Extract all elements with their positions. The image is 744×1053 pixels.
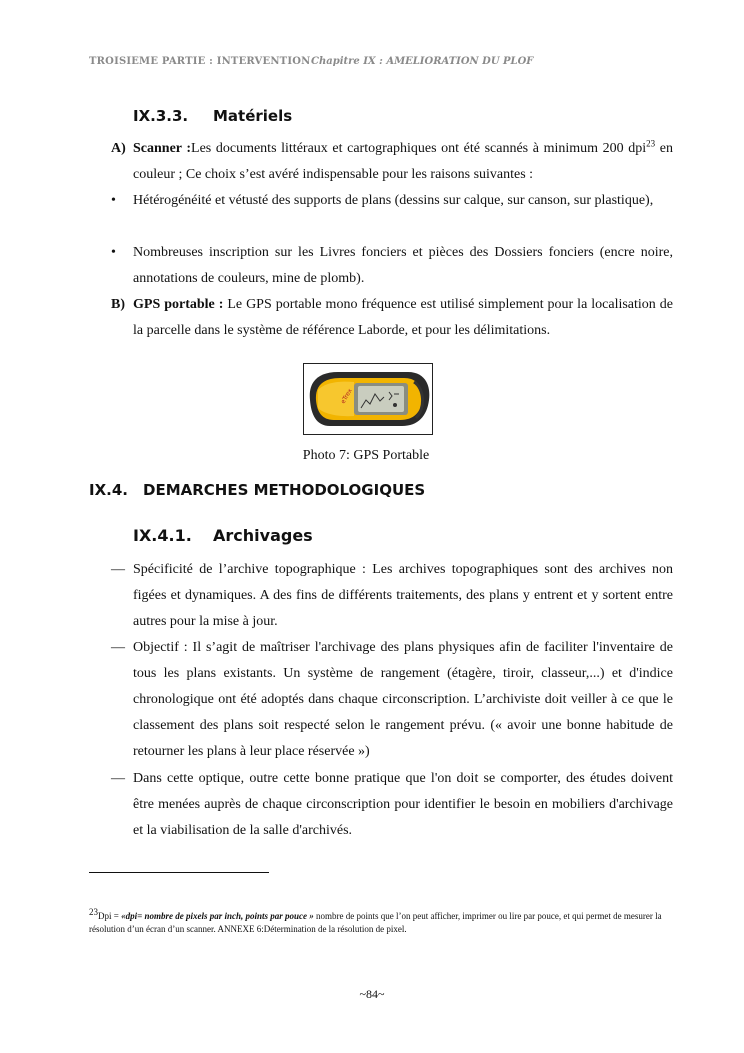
dash-marker: — xyxy=(111,771,125,786)
scanner-text-cont: en couleur ; Ce choix s’est avéré indispensable pour les raisons suivantes : xyxy=(133,141,673,182)
list-marker-a: A) xyxy=(111,141,126,156)
section-title: Archivages xyxy=(213,526,313,545)
scanner-paragraph xyxy=(133,136,673,188)
heading-demarches xyxy=(89,481,426,499)
bullet-item: Nombreuses inscription sur les Livres fonciers et pièces des Dossiers fonciers (encre noire, annotations de couleurs, mine de plomb). xyxy=(133,245,673,286)
photo-caption: Photo 7: GPS Portable xyxy=(302,448,430,463)
running-header-part: TROISIEME PARTIE : INTERVENTION xyxy=(89,56,311,67)
gps-device-illustration xyxy=(304,364,432,434)
section-number: IX.4.1. xyxy=(133,526,192,545)
section-number: IX.3.3. xyxy=(133,107,189,125)
scanner-text: Les documents littéraux et cartographiques ont été scannés à minimum 200 dpi xyxy=(191,141,647,156)
footnote-text: nombre de points que l’on peut afficher, imprimer ou lire par pouce, et qui permet de mesurer la résolution d’un écran d’un scanner. ANNEXE 6:Détermination de la résolution de pixel. xyxy=(89,911,662,934)
footnote-lead: Dpi = xyxy=(98,911,122,921)
gps-label: GPS portable : xyxy=(133,297,224,312)
dash-marker: — xyxy=(111,562,125,577)
page-number: ~84~ xyxy=(359,987,385,1001)
section-title: Matériels xyxy=(213,107,293,125)
dash-item: Objectif : Il s’agit de maîtriser l'archivage des plans physiques afin de faciliter l'inventaire de tous les plans existants. Un système de rangement (étagère, tiroir, classeur,...) et d'indice chronologique ont été adoptés dans chaque circonscription. L’archiviste doit veiller à ce que le classement des plans soit respecté selon le rangement prévu. (« avoir une bonne habitude de retourner les plans à leur place réservée ») xyxy=(133,640,673,759)
section-number: IX.4. xyxy=(89,481,128,499)
footnote-separator xyxy=(89,872,269,873)
dash-item: Spécificité de l’archive topographique : Les archives topographiques sont des archives non figées et dynamiques. A des fins de différents traitements, des plans y entrent et y sortent entre autres pour la mise à jour. xyxy=(133,562,673,629)
dash-marker: — xyxy=(111,640,125,655)
gps-photo xyxy=(303,363,433,435)
section-title: DEMARCHES METHODOLOGIQUES xyxy=(143,481,426,499)
footnote-number: 23 xyxy=(89,907,98,917)
gps-brand-label: eTrex xyxy=(339,387,354,405)
scanner-label: Scanner : xyxy=(133,141,192,156)
bullet-marker: • xyxy=(111,245,116,260)
list-marker-b: B) xyxy=(111,297,125,312)
gps-text: Le GPS portable mono fréquence est utilisé simplement pour la localisation de la parcelle dans le système de référence Laborde, et pour les délimitations. xyxy=(133,297,673,338)
running-header-chapter: Chapitre IX : AMELIORATION DU PLOF xyxy=(311,56,534,67)
heading-archivages xyxy=(133,526,313,545)
dash-item: Dans cette optique, outre cette bonne pratique que l'on doit se comporter, des études doivent être menées auprès de chaque circonscription pour identifier le besoin en mobiliers d'archivage et la viabilisation de la salle d'archivés. xyxy=(133,771,673,838)
heading-materiels xyxy=(133,107,293,125)
footnote xyxy=(89,907,673,936)
footnote-definition: «dpi= nombre de pixels par inch, points par pouce » xyxy=(121,911,314,921)
gps-paragraph xyxy=(133,292,673,344)
footnote-ref: 23 xyxy=(646,138,656,149)
bullet-item: Hétérogénéité et vétusté des supports de plans (dessins sur calque, sur canson, sur plastique), xyxy=(133,193,654,208)
bullet-marker: • xyxy=(111,193,116,208)
